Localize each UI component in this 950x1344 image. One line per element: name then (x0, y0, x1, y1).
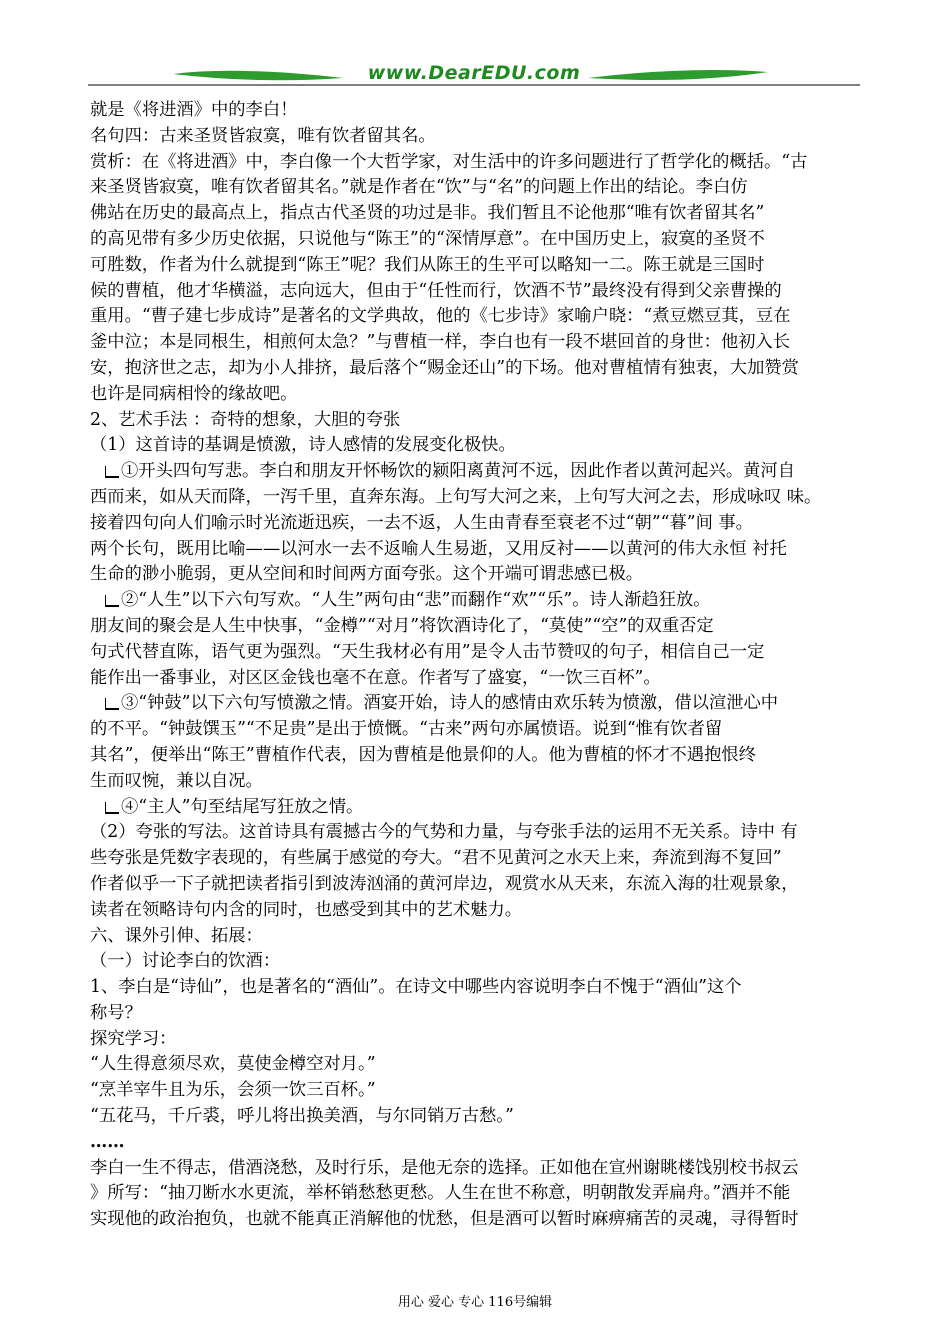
line-39: “烹羊宰牛且为乐，会须一饮三百杯。” (90, 1080, 376, 1101)
line-43: 》所写：“抽刀断水水更流，举杯销愁愁更愁。人生在世不称意，明朝散发弄扁舟。”酒并不能 (90, 1183, 791, 1204)
page-footer: 用心 爱心 专心 116号编辑 (397, 1295, 553, 1310)
line-42: 李白一生不得志，借酒浇愁，及时行乐，是他无奈的选择。正如他在宣州谢眺楼饯别校书叔云 (90, 1157, 799, 1178)
line-14: （1）这首诗的基调是愤激，诗人感情的发展变化极快。 (90, 435, 516, 456)
line-25: 的不平。“钟鼓馔玉”“不足贵”是出于愤慨。“古来”两句亦属愤语。说到“惟有饮者留 (90, 719, 723, 740)
line-37: 探究学习： (90, 1028, 177, 1049)
line-20 (90, 588, 862, 614)
line-7: 可胜数，作者为什么就提到“陈王”呢？我们从陈王的生平可以略知一二。陈王就是三国时 (90, 254, 765, 275)
line-10: 釜中泣；本是同根生，相煎何太急？”与曹植一样，李白也有一段不堪回首的身世：他初入长 (90, 332, 791, 353)
line-29: （2）夸张的写法。这首诗具有震撼古今的气势和力量，与夸张手法的运用不无关系。诗中 有 (90, 822, 798, 843)
paragraph-mark-icon (105, 595, 119, 607)
line-21: 朋友间的聚会是人生中快事，“金樽”“对月”将饮酒诗化了，“莫使”“空”的双重否定 (90, 615, 714, 636)
paragraph-mark-icon (105, 466, 119, 478)
line-28 (90, 795, 862, 821)
line-32: 读者在领略诗句内含的同时，也感受到其中的艺术魅力。 (90, 899, 523, 920)
line-30: 些夸张是凭数字表现的，有些属于感觉的夸大。“君不见黄河之水天上来，奔流到海不复回” (90, 848, 782, 869)
line-24-text: ③“钟鼓”以下六句写愤激之情。酒宴开始，诗人的感情由欢乐转为愤激，借以渲泄心中 (121, 693, 779, 714)
line-9: 重用。“曹子建七步成诗”是著名的文学典故，他的《七步诗》家喻户晓：“煮豆燃豆萁，豆在 (90, 306, 791, 327)
line-4: 来圣贤皆寂寞，唯有饮者留其名。”就是作者在“饮”与“名”的问题上作出的结论。李白仿 (90, 177, 748, 198)
line-27: 生而叹惋，兼以自况。 (90, 770, 263, 791)
line-19: 生命的渺小脆弱，更从空间和时间两方面夸张。这个开端可谓悲感已极。 (90, 564, 644, 585)
line-12: 也许是同病相怜的缘故吧。 (90, 383, 298, 404)
line-8: 候的曹植，他才华横溢，志向远大，但由于“任性而行，饮酒不节”最终没有得到父亲曹操的 (90, 280, 782, 301)
line-1: 就是《将进酒》中的李白！ (90, 100, 298, 120)
document-body (90, 98, 862, 1233)
line-22: 句式代替直陈，语气更为强烈。“天生我材必有用”是令人击节赞叹的句子，相信自己一定 (90, 641, 765, 662)
line-20-text: ②“人生”以下六句写欢。“人生”两句由“悲”而翻作“欢”“乐”。诗人渐趋狂放。 (121, 590, 711, 611)
line-17: 接着四句向人们喻示时光流逝迅疾，一去不返，人生由青春至衰老不过“朝”“暮”间 事。 (90, 512, 753, 533)
line-5: 佛站在历史的最高点上，指点古代圣贤的功过是非。我们暂且不论他那“唯有饮者留其名” (90, 203, 765, 224)
line-3: 赏析：在《将进酒》中，李白像一个大哲学家，对生活中的许多问题进行了哲学化的概括。“古 (90, 151, 808, 172)
line-26: 其名”，便举出“陈王”曹植作代表，因为曹植是他景仰的人。他为曹植的怀才不遇抱恨终 (90, 744, 756, 765)
site-logo-text[interactable]: www.DearEDU.com (367, 62, 581, 84)
line-2: 名句四：古来圣贤皆寂寞，唯有饮者留其名。 (90, 125, 436, 146)
line-35: 1、李白是“诗仙”，也是著名的“酒仙”。在诗文中哪些内容说明李白不愧于“酒仙”这个 (90, 977, 742, 998)
line-15-text: ①开头四句写悲。李白和朋友开怀畅饮的颍阳离黄河不远，因此作者以黄河起兴。黄河自 (121, 461, 795, 482)
line-24 (90, 691, 862, 717)
line-33: 六、课外引伸、拓展： (90, 925, 263, 946)
line-13: 2、艺术手法 ：奇特的想象，大胆的夸张 (90, 409, 401, 430)
line-23: 能作出一番事业，对区区金钱也毫不在意。作者写了盛宴，“一饮三百杯”。 (90, 667, 661, 688)
line-15 (90, 459, 862, 485)
line-11: 安，抱济世之志，却为小人排挤，最后落个“赐金还山”的下场。他对曹植情有独衷，大加赞赏 (90, 357, 799, 378)
line-16: 西而来，如从天而降，一泻千里，直奔东海。上句写大河之来，上句写大河之去，形成咏叹 味。 (90, 486, 822, 507)
line-31: 作者似乎一下子就把读者指引到波涛汹涌的黄河岸边，观赏水从天来，东流入海的壮观景象， (90, 873, 799, 894)
line-40: “五花马，千斤裘，呼儿将出换美酒，与尔同销万古愁。” (90, 1106, 514, 1127)
paragraph-mark-icon (105, 802, 119, 814)
line-18: 两个长句，既用比喻——以河水一去不返喻人生易逝，又用反衬——以黄河的伟大永恒 衬托 (90, 538, 787, 559)
line-41: …… (90, 1131, 125, 1152)
line-6: 的高见带有多少历史依据，只说他与“陈王”的“深情厚意”。在中国历史上，寂寞的圣贤不 (90, 228, 765, 249)
line-38: “人生得意须尽欢，莫使金樽空对月。” (90, 1054, 376, 1075)
line-36: 称号？ (90, 1002, 142, 1023)
line-34: （一）讨论李白的饮酒： (90, 951, 281, 972)
paragraph-mark-icon (105, 698, 119, 710)
line-28-text: ④“主人”句至结尾写狂放之情。 (121, 796, 364, 817)
line-44: 实现他的政治抱负，也就不能真正消解他的忧愁，但是酒可以暂时麻痹痛苦的灵魂，寻得暂时 (90, 1209, 799, 1230)
site-header (88, 60, 860, 90)
